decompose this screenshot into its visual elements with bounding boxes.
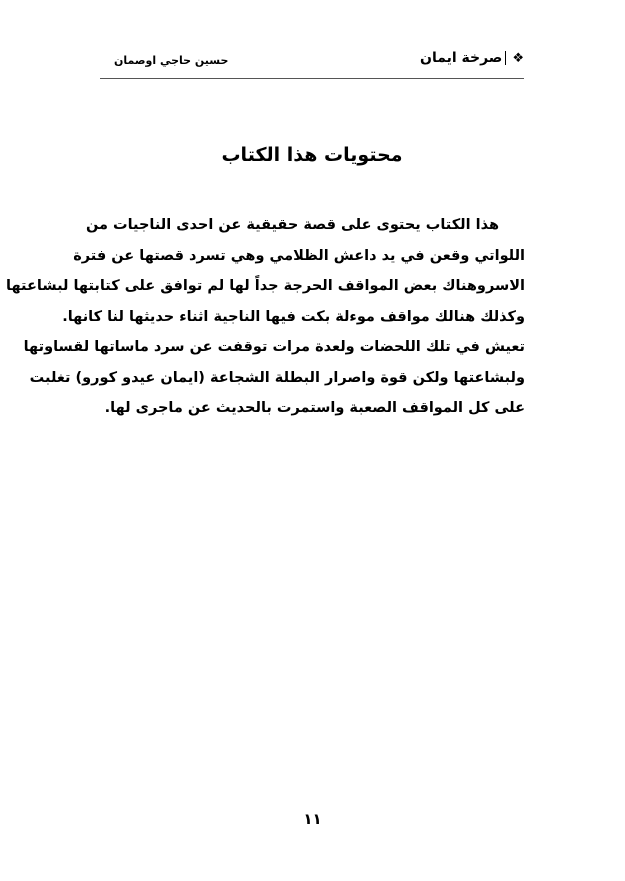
diamond-bullet-icon: ❖ [512,50,524,66]
paragraph-line: وكذلك هنالك مواقف موءلة بكت فيها الناجية اثناء حديثها لنا كانها. [62,308,525,325]
header-book-title-group [420,50,524,66]
paragraph-line: الاسروهناك بعض المواقف الحرجة جداً لها لم توافق على كتابتها لبشاعتها [6,278,525,294]
page-header [100,50,524,79]
book-title: صرخة ايمان [420,50,506,66]
author-name: حسين حاجي اوصمان [114,54,229,67]
paragraph-line: تعيش في تلك اللحضات ولعدة مرات توقفت عن سرد ماساتها لقساوتها [23,339,525,355]
paragraph-line: اللواتي وقعن في يد داعش الظلامي وهي تسرد قصتها عن فترة [73,247,525,264]
paragraph-line: على كل المواقف الصعبة واستمرت بالحديث عن ماجرى لها. [104,400,525,416]
body-paragraph [6,210,525,424]
page-title: محتويات هذا الكتاب [221,144,403,166]
page-number: ١١ [303,810,322,828]
paragraph-line: هذا الكتاب يحتوى على قصة حقيقية عن احدى الناجيات من [85,217,499,233]
paragraph-line: ولبشاعتها ولكن قوة واصرار البطلة الشجاعة (ايمان عيدو كورو) تغلبت [29,369,525,386]
